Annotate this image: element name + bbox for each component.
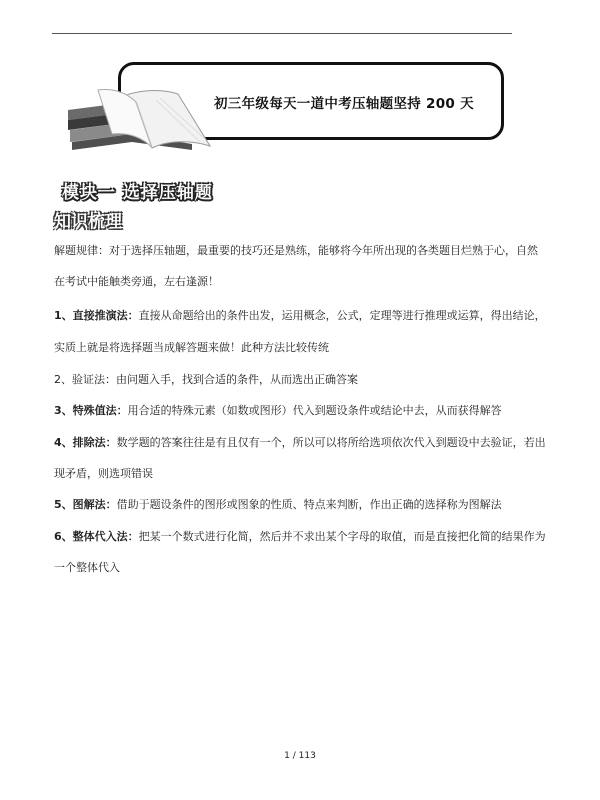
top-rule <box>52 33 512 34</box>
method-2-line-1 <box>54 373 554 387</box>
method-1-line-2: 实质上就是将选择题当成解答题来做！此种方法比较传统 <box>54 341 329 354</box>
method-5-text: 借助于题设条件的图形或图象的性质、特点来判断，作出正确的选择称为图解法 <box>116 498 502 511</box>
intro-line-2: 在考试中能触类旁通，左右逢源！ <box>54 275 219 288</box>
method-4-text: 数学题的答案往往是有且仅有一个，所以可以将所给选项依次代入到题设中去验证，若出 <box>116 436 546 449</box>
page-number: 1 / 113 <box>284 751 316 761</box>
method-1-line-1 <box>54 309 554 323</box>
books-icon <box>60 80 215 155</box>
method-2-text: 由问题入手，找到合适的条件，从而选出正确答案 <box>116 373 358 386</box>
section-title: 知识梳理 <box>54 212 122 232</box>
intro-line-1: 解题规律：对于选择压轴题，最重要的技巧还是熟练，能够将今年所出现的各类题目烂熟于心，自然 <box>54 244 538 257</box>
method-6-line-2: 一个整体代入 <box>54 561 120 574</box>
banner-title: 初三年级每天一道中考压轴题坚持 200 天 <box>214 96 474 112</box>
method-5-line-1 <box>54 498 554 512</box>
method-3-text: 用合适的特殊元素（如数或图形）代入到题设条件或结论中去，从而获得解答 <box>127 404 502 417</box>
method-4-line-1 <box>54 436 554 450</box>
method-1-label: 1、直接推演法： <box>54 309 139 322</box>
method-4-label: 4、排除法： <box>54 436 117 449</box>
method-4-line-2: 现矛盾，则选项错误 <box>54 467 153 480</box>
method-5-label: 5、图解法： <box>54 498 117 511</box>
module-title: 模块一 选择压轴题 <box>62 183 213 203</box>
method-3-line-1 <box>54 404 554 418</box>
method-2-label: 2、验证法： <box>54 373 116 386</box>
method-1-text: 直接从命题给出的条件出发，运用概念，公式，定理等进行推理或运算，得出结论， <box>138 309 546 322</box>
method-6-label: 6、整体代入法： <box>54 530 139 543</box>
method-3-label: 3、特殊值法： <box>54 404 128 417</box>
method-6-line-1 <box>54 530 554 544</box>
method-6-text: 把某一个数式进行化简，然后并不求出某个字母的取值，而是直接把化简的结果作为 <box>138 530 546 543</box>
